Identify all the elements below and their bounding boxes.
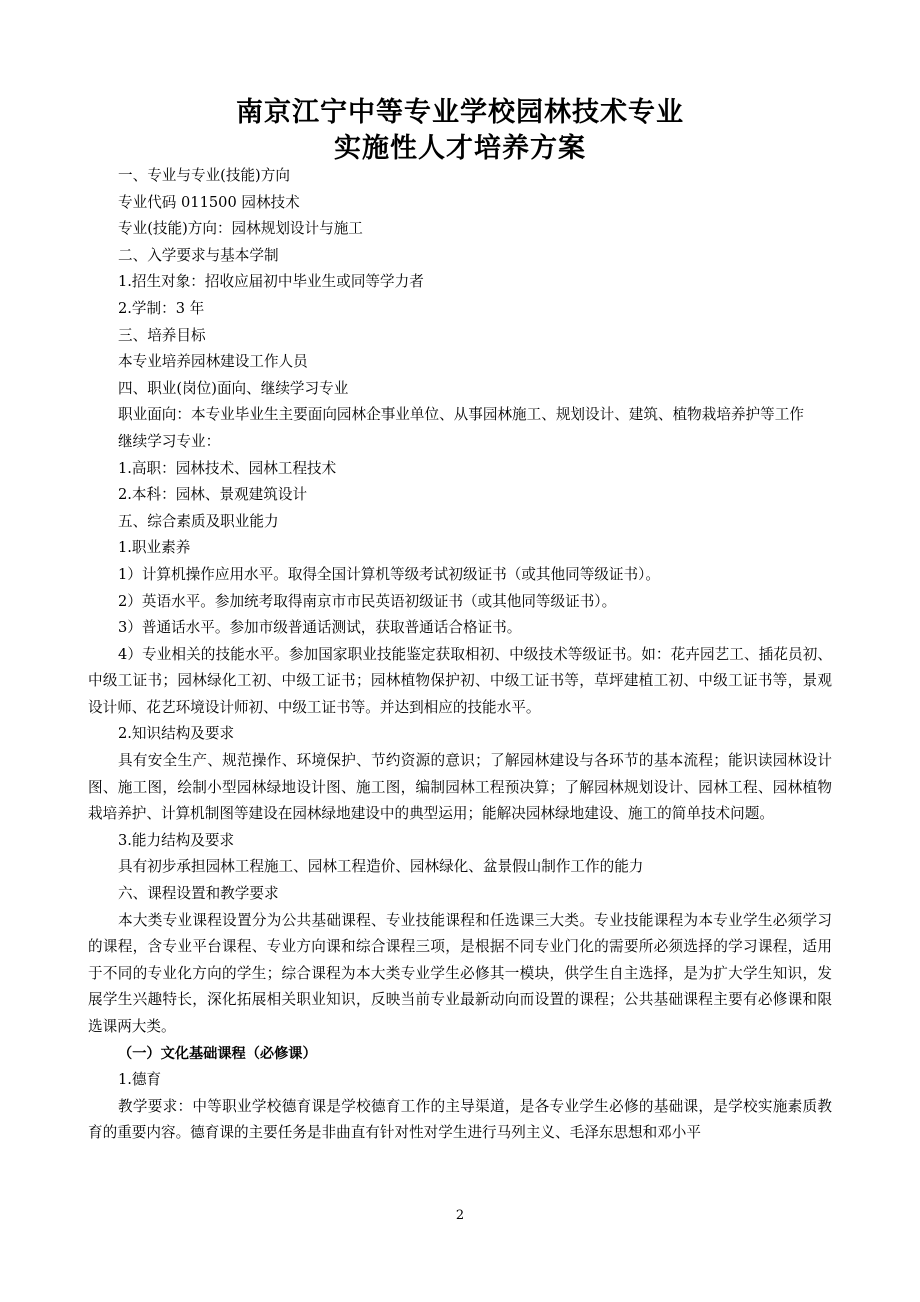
paragraph: 本专业培养园林建设工作人员 [118,353,308,371]
paragraph: 具有初步承担园林工程施工、园林工程造价、园林绿化、盆景假山制作工作的能力 [118,858,644,876]
subsection-heading: 2.知识结构及要求 [118,725,235,743]
section-heading: 一、专业与专业(技能)方向 [118,167,290,184]
paragraph: 专业(技能)方向：园林规划设计与施工 [118,220,363,238]
paragraph: 继续学习专业： [118,432,221,450]
page-number: 2 [455,1208,465,1223]
paragraph: 1.高职：园林技术、园林工程技术 [118,459,337,477]
paragraph: 1.招生对象：招收应届初中毕业生或同等学力者 [118,273,424,291]
section-heading: 六、课程设置和教学要求 [118,885,279,903]
list-item: 4）专业相关的技能水平。参加国家职业技能鉴定获取相初、中级技术等级证书。如：花卉园艺工、插花员初、中级工证书；园林绿化工初、中级工证书；园林植物保护初、中级工证书等，草坪建植工初、中级工证书等，景观设计师、花艺环境设计师初、中级工证书等。并达到相应的技能水平。 [88,645,832,716]
document-body [88,163,832,1147]
paragraph: 教学要求：中等职业学校德育课是学校德育工作的主导渠道，是各专业学生必修的基础课，是学校实施素质教育的重要内容。德育课的主要任务是非曲直有针对性对学生进行马列主义、毛泽东思想和邓小平 [88,1097,832,1142]
subsection-heading: 1.德育 [118,1071,162,1089]
document-title-line-2: 实施性人才培养方案 [334,133,586,164]
section-heading: 三、培养目标 [118,326,206,344]
section-heading: 四、职业(岗位)面向、继续学习专业 [118,379,349,397]
section-heading: 二、入学要求与基本学制 [118,246,279,264]
paragraph: 具有安全生产、规范操作、环境保护、节约资源的意识；了解园林建设与各环节的基本流程；能识读园林设计图、施工图，绘制小型园林绿地设计图、施工图，编制园林工程预决算；了解园林规划设计、园林工程、园林植物栽培养护、计算机制图等建设在园林绿地建设中的典型运用；能解决园林绿地建设、施工的简单技术问题。 [88,752,832,823]
paragraph: 职业面向：本专业毕业生主要面向园林企事业单位、从事园林施工、规划设计、建筑、植物栽培养护等工作 [118,406,804,424]
paragraph: 本大类专业课程设置分为公共基础课程、专业技能课程和任选课三大类。专业技能课程为本专业学生必须学习的课程，含专业平台课程、专业方向课和综合课程三项，是根据不同专业门化的需要所必须选择的学习课程，适用于不同的专业化方向的学生；综合课程为本大类专业学生必修其一模块，供学生自主选择，是为扩大学生知识，发展学生兴趣特长，深化拓展相关职业知识，反映当前专业最新动向而设置的课程；公共基础课程主要有必修课和限选课两大类。 [88,911,832,1035]
paragraph: 专业代码 011500 园林技术 [118,193,300,211]
subsection-heading: 1.职业素养 [118,539,191,557]
list-item: 1）计算机操作应用水平。取得全国计算机等级考试初级证书（或其他同等级证书）。 [118,565,660,583]
list-item: 3）普通话水平。参加市级普通话测试，获取普通话合格证书。 [118,619,522,637]
section-heading: 五、综合素质及职业能力 [118,512,279,530]
bold-subheading: （一）文化基础课程（必修课） [118,1045,317,1062]
subsection-heading: 3.能力结构及要求 [118,831,235,849]
paragraph: 2.学制：3 年 [118,299,205,317]
list-item: 2）英语水平。参加统考取得南京市市民英语初级证书（或其他同等级证书）。 [118,592,617,610]
paragraph: 2.本科：园林、景观建筑设计 [118,486,308,504]
document-title-line-1: 南京江宁中等专业学校园林技术专业 [236,97,684,128]
